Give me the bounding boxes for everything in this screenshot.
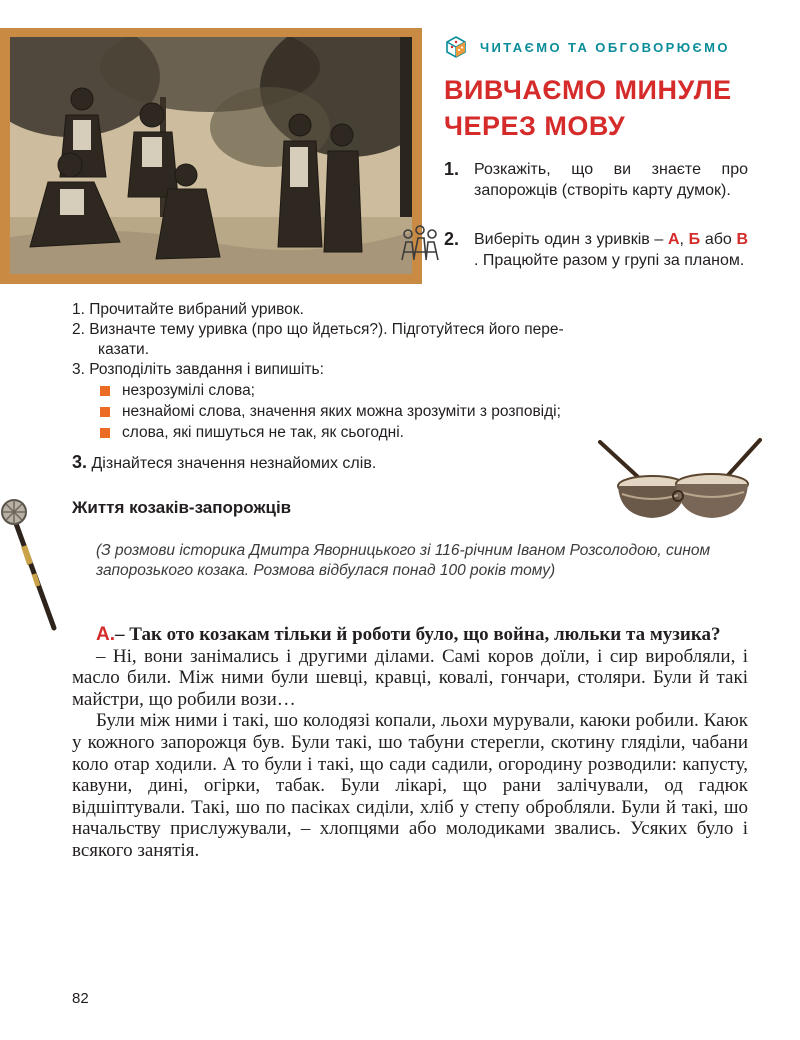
illustration-frame — [0, 28, 422, 284]
story-question — [72, 624, 748, 646]
bullet-square-icon — [100, 428, 110, 438]
title-line-1: ВИВЧАЄМО МИНУЛЕ — [444, 75, 732, 105]
story-text — [72, 624, 748, 862]
bullet-square-icon — [100, 386, 110, 396]
step-2-line-2: казати. — [98, 341, 150, 358]
task-2-or: або — [704, 231, 732, 248]
plan-steps — [72, 300, 752, 380]
title-line-2: ЧЕРЕЗ МОВУ — [444, 111, 626, 141]
page-title — [444, 72, 784, 144]
group-work-icon — [398, 222, 442, 266]
source-note: (З розмови історика Дмитра Яворницького зі 116-річним Іваном Розсолодою, сином запорозького козака. Розмова відбулася понад 100 років тому) — [96, 542, 711, 579]
section-label — [444, 35, 730, 59]
dice-icon — [444, 35, 468, 59]
task-2-text-a: Виберіть один з уривків – — [474, 231, 664, 248]
task-2: 2. Виберіть один з уривків – А, Б або В. Працюйте разом у групі за планом. — [444, 229, 748, 269]
excerpt-marker-a: А. — [96, 624, 115, 645]
bullet-text: слова, які пишуться не так, як сьогодні. — [122, 424, 404, 441]
marker-b: Б — [688, 231, 701, 248]
task-1-number: 1. — [444, 159, 460, 179]
task-3-number: 3. — [72, 452, 88, 472]
mace-image — [0, 494, 64, 636]
task-1 — [444, 159, 748, 201]
task-2-text-b: . Працюйте разом у групі за планом. — [474, 252, 745, 269]
step-1: 1. Прочитайте вибраний уривок. — [72, 301, 304, 318]
list-item — [100, 380, 740, 401]
bullet-list — [100, 380, 740, 443]
task-3 — [72, 452, 492, 474]
story-paragraph-1: – Ні, вони занімались і другими ділами. Самі коров доїли, і сир виробляли, і масло били. Між ними були шевці, кравці, ковалі, гончари, столяри. Були й такі майстри, що робили вози… — [72, 645, 748, 710]
story-paragraph-2: Були між ними і такі, шо колодязі копали, льохи мурували, каюки робили. Каюк у кожного запорожця був. Були такі, шо табуни стерегли, скотину гляділи, чабани коло отар ходили. А то були і такі, що сади садили, огородину розводили: капусту, кавуни, дині, огірки, табак. Були лікарі, що рани залічували, од гадюк відшіптували. Такі, шо по пасіках сиділи, хліб у степу обробляли. Були й такі, шо начальству прислужували, – хлопцями або молодиками звались. Усяких було і всякого занятія. — [72, 710, 748, 861]
page-number: 82 — [72, 990, 89, 1007]
bullet-text: незнайомі слова, значення яких можна зрозуміти з розповіді; — [122, 403, 561, 420]
list-item — [100, 401, 740, 422]
question-text: – Так ото козакам тільки й роботи було, що война, люльки та музика? — [115, 624, 721, 645]
step-2-line-1: 2. Визначте тему уривка (про що йдеться?). Підготуйтеся його пере- — [72, 321, 564, 338]
section-label-text: ЧИТАЄМО ТА ОБГОВОРЮЄМО — [480, 39, 730, 55]
task-2-number: 2. — [444, 229, 460, 249]
task-3-text: Дізнайтеся значення незнайомих слів. — [91, 455, 377, 472]
cossacks-engraving — [10, 37, 412, 274]
marker-a: А — [667, 231, 680, 248]
kettledrums-image — [592, 436, 770, 524]
article-heading: Життя козаків-запорожців — [72, 498, 292, 517]
engraving-drawing — [10, 37, 412, 274]
marker-v: В — [736, 231, 748, 248]
bullet-text: незрозумілі слова; — [122, 382, 255, 399]
step-3: 3. Розподіліть завдання і випишіть: — [72, 361, 324, 378]
task-1-text: Розкажіть, що ви знаєте про запорожців (створіть карту думок). — [474, 161, 748, 199]
bullet-square-icon — [100, 407, 110, 417]
